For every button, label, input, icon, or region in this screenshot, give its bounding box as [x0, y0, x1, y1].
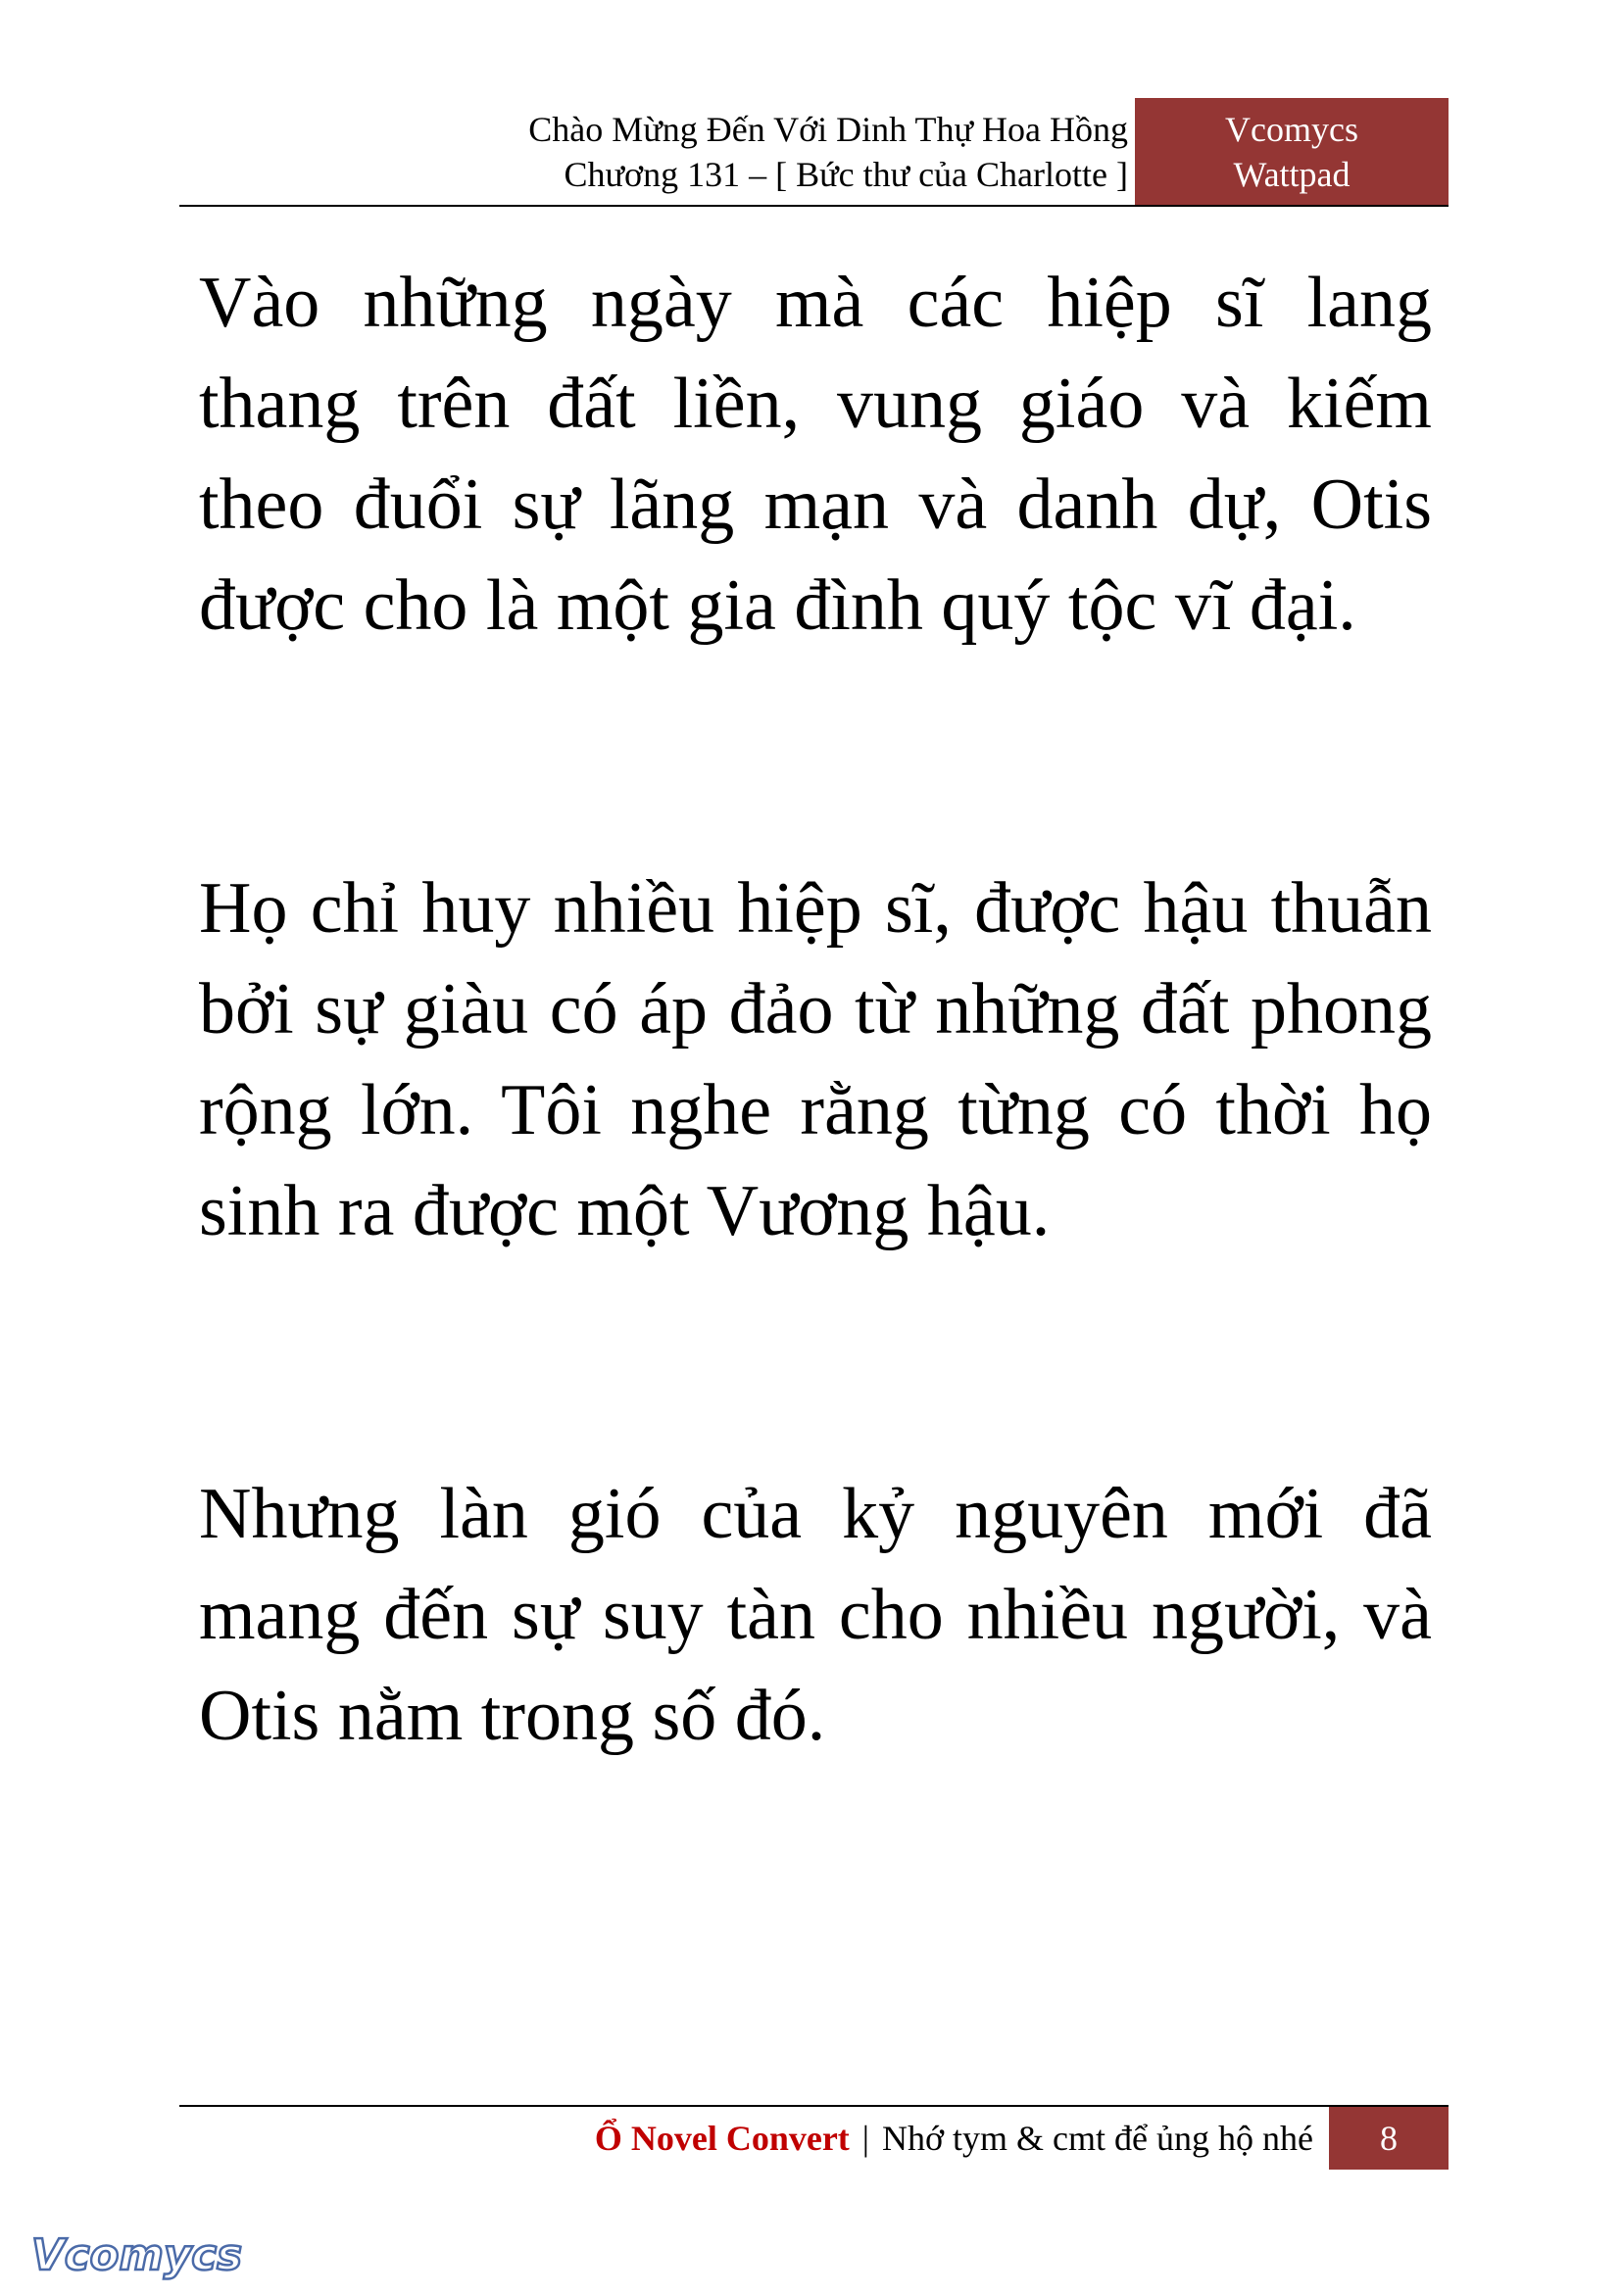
- book-title: Chào Mừng Đến Với Dinh Thự Hoa Hồng: [528, 110, 1128, 149]
- page-number: 8: [1329, 2107, 1449, 2170]
- footer-text: [179, 2107, 1313, 2170]
- footer-separator: |: [861, 2119, 870, 2158]
- page-body: [199, 253, 1432, 1969]
- footer-brand: Ổ Novel Convert: [594, 2119, 850, 2158]
- page-footer: [179, 2105, 1449, 2170]
- paragraph: Vào những ngày mà các hiệp sĩ lang thang trên đất liền, vung giáo và kiếm theo đuổi sự lãng mạn và danh dự, Otis được cho là một gia đình quý tộc vĩ đại.: [199, 263, 1432, 646]
- svg-text:Vcomycs: Vcomycs: [31, 2230, 242, 2280]
- vcomycs-watermark-logo: [27, 2223, 248, 2291]
- brand-line-vcomycs: Vcomycs: [1225, 110, 1358, 149]
- header-titles: [179, 98, 1128, 206]
- brand-line-wattpad: Wattpad: [1233, 155, 1351, 194]
- header-brand-box: [1135, 98, 1449, 206]
- paragraph: Nhưng làn gió của kỷ nguyên mới đã mang đến sự suy tàn cho nhiều người, và Otis nằm trong số đó.: [199, 1474, 1432, 1756]
- paragraph: Họ chỉ huy nhiều hiệp sĩ, được hậu thuẫn bởi sự giàu có áp đảo từ những đất phong rộng lớn. Tôi nghe rằng từng có thời họ sinh ra được một Vương hậu.: [199, 868, 1432, 1251]
- chapter-title: Chương 131 – [ Bức thư của Charlotte ]: [564, 155, 1128, 194]
- footer-message: Nhớ tym & cmt để ủng hộ nhé: [882, 2119, 1313, 2158]
- header-divider: [179, 205, 1449, 207]
- page-header: [179, 98, 1449, 206]
